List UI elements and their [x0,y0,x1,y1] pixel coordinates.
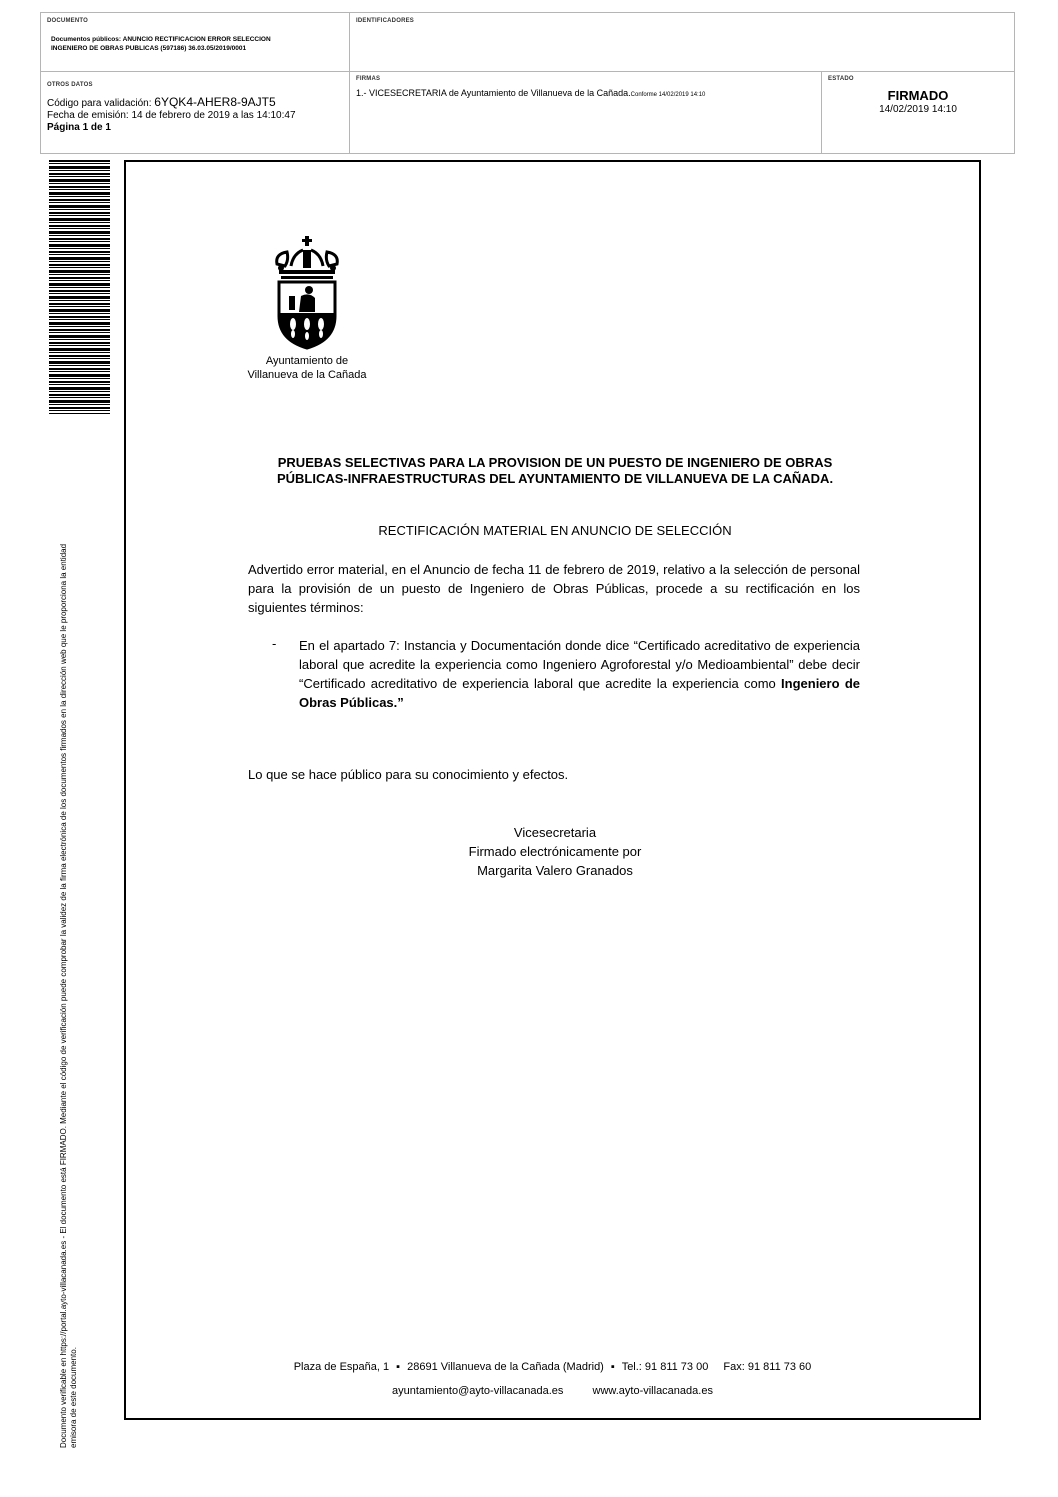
document-frame [124,160,981,1420]
firmas-value: 1.- VICESECRETARIA de Ayuntamiento de Villanueva de la Cañada. [356,88,631,98]
barcode [49,160,110,414]
sign-name: Margarita Valero Granados [477,863,633,878]
otros-datos-cell [41,72,350,153]
documento-caption: DOCUMENTO [47,18,89,24]
verification-line-1: Documento verificable en https://portal.ayto-villacanada.es - El documento está FIRMADO. Mediante el código de verificación puede comprobar la validez de la firma electrónica de los documentos firmados en la dirección web que le proporciona la entidad [59,543,68,1448]
metadata-table [40,12,1015,154]
web-link[interactable]: www.ayto-villacanada.es [592,1385,713,1397]
fax: Fax: 91 811 73 60 [723,1361,812,1373]
bullet-text-bold: Ingeniero de Obras Públicas.” [299,676,860,710]
verification-line-2: emisora de este documento. [69,1347,78,1448]
logo-line-2: Villanueva de la Cañada [247,369,367,381]
estado-cell [822,72,1014,153]
firmas-conforme: Conforme 14/02/2019 14:10 [630,92,706,98]
documento-cell [41,13,350,72]
verification-note [59,438,79,1448]
fecha-emision: Fecha de emisión: 14 de febrero de 2019 a las 14:10:47 [47,110,296,121]
pagina: Página 1 de 1 [47,122,111,133]
bullet-marker: - [272,636,277,651]
codigo-label: Código para validación: [47,98,155,109]
estado-value: FIRMADO [887,88,949,103]
logo-line-1: Ayuntamiento de [265,355,349,367]
identificadores-caption: IDENTIFICADORES [356,18,415,24]
estado-fecha: 14/02/2019 14:10 [879,104,957,115]
footer-address: Plaza de España, 1 ▪ 28691 Villanueva de la Cañada (Madrid) ▪ Tel.: 91 811 73 00 Fax: 91 811 73 60 [293,1361,812,1373]
bullet-text-main: En el apartado 7: Instancia y Documentación donde dice “Certificado acreditativo de experiencia laboral que acredite la experiencia como Ingeniero Agroforestal y/o Medioambiental” debe decir “Certificado acreditativo de experiencia laboral que acredite la experiencia como [299,638,860,691]
coat-of-arms-icon [267,236,347,352]
email-link[interactable]: ayuntamiento@ayto-villacanada.es [392,1385,564,1397]
documento-value-2: INGENIERO DE OBRAS PUBLICAS (597186) 36.03.05/2019/0001 [51,45,247,52]
signature-block [420,823,690,880]
firmas-caption: FIRMAS [356,76,381,82]
document-subtitle: RECTIFICACIÓN MATERIAL EN ANUNCIO DE SELECCIÓN [378,523,732,538]
document-title: PRUEBAS SELECTIVAS PARA LA PROVISION DE UN PUESTO DE INGENIERO DE OBRAS PÚBLICAS-INFRAESTRUCTURAS DEL AYUNTAMIENTO DE VILLANUEVA DE LA CAÑADA. [276,455,834,486]
logo-text [246,354,368,382]
phone: Tel.: 91 811 73 00 [621,1361,709,1373]
bullet-text [299,636,860,712]
codigo-value[interactable]: 6YQK4-AHER8-9AJT5 [154,95,276,109]
intro-paragraph: Advertido error material, en el Anuncio de fecha 11 de febrero de 2019, relativo a la selección de personal para la provisión de un puesto de Ingeniero de Obras Públicas, procede a su rectificación en los siguientes términos: [248,562,860,615]
address-street: Plaza de España, 1 [293,1361,390,1373]
documento-value-1: Documentos públicos: ANUNCIO RECTIFICACION ERROR SELECCION [51,36,271,43]
sign-role: Vicesecretaria [513,825,597,840]
address-city: 28691 Villanueva de la Cañada (Madrid) [407,1361,604,1373]
sign-method: Firmado electrónicamente por [468,844,642,859]
identificadores-cell [350,13,1014,72]
firmas-cell [350,72,822,153]
estado-caption: ESTADO [828,76,854,82]
otros-datos-caption: OTROS DATOS [47,82,93,88]
footer-contact [160,1385,945,1397]
closing-text: Lo que se hace público para su conocimiento y efectos. [248,767,569,782]
